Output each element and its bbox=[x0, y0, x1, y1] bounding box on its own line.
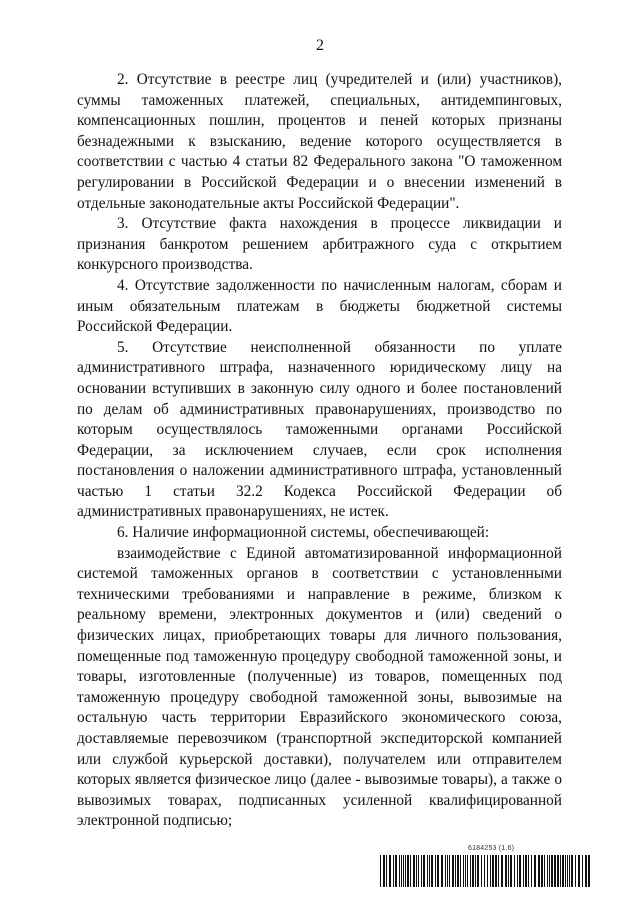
paragraph-item-2: 2. Отсутствие в реестре лиц (учредителей и (или) участников), суммы таможенных платежей, специальных, антидемпинговых, компенсационных пошлин, процентов и пеней которых признаны безнадежными к взысканию, ведение которого осуществляется в соответствии с частью 4 статьи 82 Федерального закона "О таможенном регулировании в Российской Федерации и о внесении изменений в отдельные законодательные акты Российской Федерации". bbox=[77, 71, 562, 212]
paragraph-item-3: 3. Отсутствие факта нахождения в процессе ликвидации и признания банкротом решением арбитражного суда с открытием конкурсного производства. bbox=[77, 215, 562, 274]
barcode-icon bbox=[380, 855, 592, 887]
paragraph-item-4: 4. Отсутствие задолженности по начисленным налогам, сборам и иным обязательным платежам в бюджеты бюджетной системы Российской Федерации. bbox=[77, 276, 562, 336]
page-number: 2 bbox=[316, 37, 324, 54]
paragraph-item-5: 5. Отсутствие неисполненной обязанности по уплате административного штрафа, назначенного юридическому лицу на основании вступивших в законную силу одного и более постановлений по делам об административных правонарушениях, производство по которым осуществлялось таможенными органами Российской Федерации, за исключением случаев, если срок исполнения постановления о наложении административного штрафа, установленный частью 1 статьи 32.2 Кодекса Российской Федерации об административных правонарушениях, не истек. bbox=[77, 338, 562, 521]
paragraph-item-6: 6. Наличие информационной системы, обеспечивающей: bbox=[117, 524, 490, 542]
paragraph-item-6-subitem: взаимодействие с Единой автоматизированной информационной системой таможенных органов в соответствии с установленными техническими требованиями и направление в режиме, близком к реальному времени, электронных документов и (или) сведений о физических лицах, приобретающих товары для личного пользования, помещенные под таможенную процедуру свободной таможенной зоны, и товары, изготовленные (полученные) из товаров, помещенных под таможенную процедуру свободной таможенной зоны, вывозимые на остальную часть территории Евразийского экономического союза, доставляемые перевозчиком (транспортной экспедиторской компанией или службой курьерской доставки), получателем или отправителем которых является физическое лицо (далее - вывозимые товары), а также о вывозимых товарах, подписанных усиленной квалифицированной электронной подписью; bbox=[77, 544, 562, 830]
document-code: 6184253 (1.6) bbox=[468, 845, 515, 852]
document-body bbox=[77, 70, 562, 832]
